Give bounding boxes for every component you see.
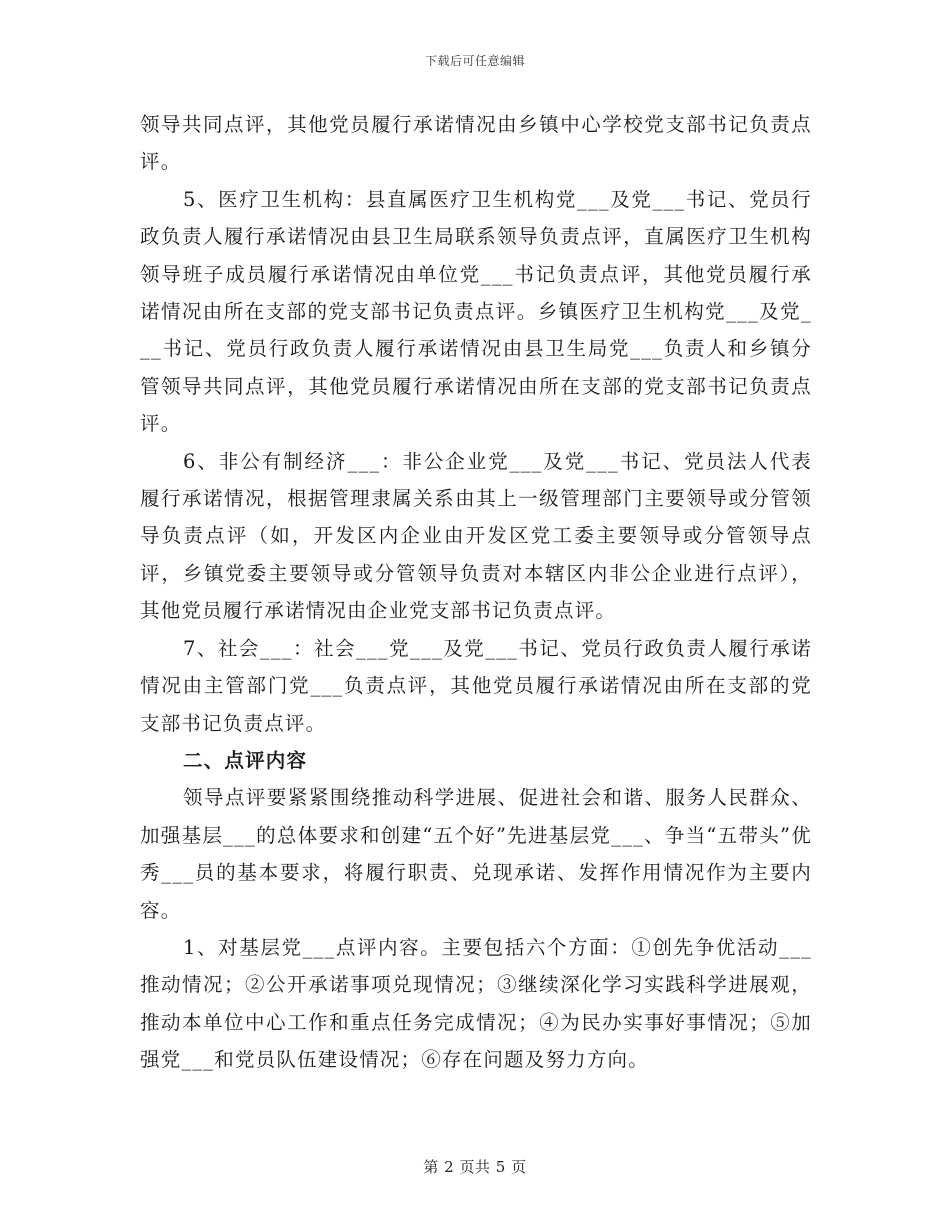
page-number: 第 2 页共 5 页: [423, 1158, 527, 1176]
paragraph-social-organizations: 7、社会___：社会___党___及党___书记、党员行政负责人履行承诺情况由主管部门党___负责点评，其他党员履行承诺情况由所在支部的党支部书记负责点评。: [140, 636, 812, 735]
document-body: [140, 106, 812, 1079]
section-heading-review-content: 二、点评内容: [183, 748, 308, 772]
paragraph-grassroots-review-content: 1、对基层党___点评内容。主要包括六个方面：①创先争优活动___推动情况；②公开承诺事项兑现情况；③继续深化学习实践科学进展观，推动本单位中心工作和重点任务完成情况；④为民办实事好事情况；⑤加强党___和党员队伍建设情况；⑥存在问题及努力方向。: [140, 935, 812, 1072]
page-header: 下载后可任意编辑: [424, 54, 525, 68]
paragraph-non-public-economy: 6、非公有制经济___：非公企业党___及党___书记、党员法人代表履行承诺情况，根据管理隶属关系由其上一级管理部门主要领导或分管领导负责点评（如，开发区内企业由开发区党工委主要领导或分管领导点评，乡镇党委主要领导或分管领导负责对本辖区内非公企业进行点评），其他党员履行承诺情况由企业党支部书记负责点评。: [140, 449, 812, 623]
paragraph-continuation: 领导共同点评，其他党员履行承诺情况由乡镇中心学校党支部书记负责点评。: [140, 113, 812, 174]
paragraph-review-requirements: 领导点评要紧紧围绕推动科学进展、促进社会和谐、服务人民群众、加强基层___的总体要求和创建“五个好”先进基层党___、争当“五带头”优秀___员的基本要求，将履行职责、兑现承诺、发挥作用情况作为主要内容。: [140, 786, 812, 922]
paragraph-medical-institutions: 5、医疗卫生机构：县直属医疗卫生机构党___及党___书记、党员行政负责人履行承诺情况由县卫生局联系领导负责点评，直属医疗卫生机构领导班子成员履行承诺情况由单位党___书记负责点评，其他党员履行承诺情况由所在支部的党支部书记负责点评。乡镇医疗卫生机构党___及党___书记、党员行政负责人履行承诺情况由县卫生局党___负责人和乡镇分管领导共同点评，其他党员履行承诺情况由所在支部的党支部书记负责点评。: [140, 187, 812, 436]
